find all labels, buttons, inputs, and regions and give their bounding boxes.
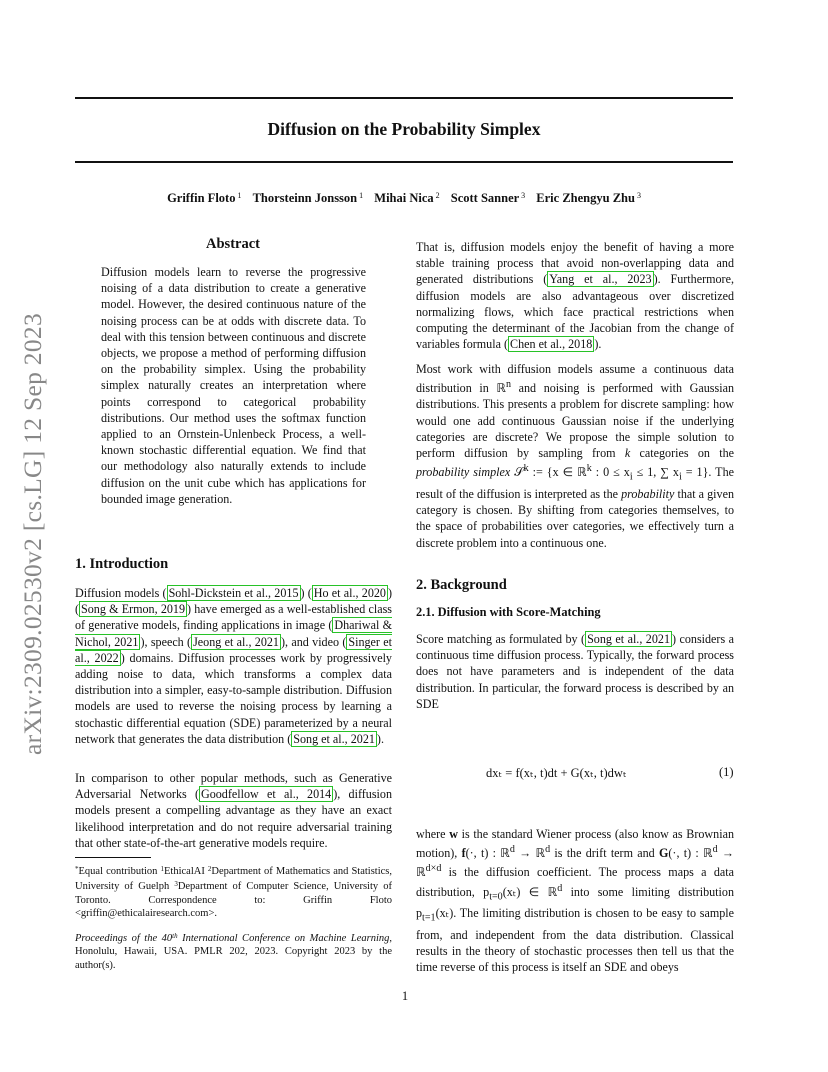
citation-link[interactable]: Jeong et al., 2021: [193, 634, 279, 649]
sde-equation: dxₜ = f(xₜ, t)dt + G(xₜ, t)dwₜ: [486, 766, 627, 780]
affiliation-footnote: *Equal contribution $^1$EthicalAI $^2$Department of Mathematics and Statistics, University of Guelph $^3$Department of Computer Science, University of Toronto. Correspondence to: Griffin Floto <griffin@ethicalairesearch.com>.: [75, 865, 392, 919]
citation-link[interactable]: Yang et al., 2023: [549, 272, 652, 287]
abstract-heading: Abstract: [206, 236, 260, 252]
paper-title: Diffusion on the Probability Simplex: [267, 119, 541, 139]
citation-link[interactable]: Dhariwal & Nichol, 2021: [75, 618, 392, 649]
right-paragraph-4: where w is the standard Wiener process (also know as Brownian motion), f(·, t) : ℝ$^d$ → ℝ$^d$ is the drift term and G(·, t) : ℝ$^d$ → ℝ$^{d\times d}$ is the diffusion coefficient. The process maps a data distribution, $p_{t=0}(x_t)$ ∈ ℝ$^d$ into some limiting distribution $p_{t=1}(x_t)$. The limiting distribution is chosen to be easy to sample from, and independent from the data distribution. Classical results in the theory of stochastic processes then tell us that the time reverse of this process is itself an SDE and obeys: [416, 827, 734, 975]
footnote-rule: [75, 857, 151, 858]
author: Griffin Floto $^1$: [167, 191, 242, 205]
citation-link[interactable]: Chen et al., 2018: [510, 337, 593, 352]
page-number: 1: [401, 989, 409, 1003]
citation-link[interactable]: Sohl-Dickstein et al., 2015: [168, 586, 299, 600]
intro-paragraph-1: Diffusion models ( Sohl-Dickstein et al., 2015 ) ( Ho et al., 2020 ) ( Song & Ermon, 2019 ) have emerged as a well-established class of generative models, finding applications in image ( Dhariwal & Nichol, 2021 ), speech ( Jeong et al., 2021 ), and video ( Singer et al., 2022 ) domains. Diffusion processes work by progressively adding noise to data, which transforms a complex data distribution into a simpler, easy-to-sample distribution. Diffusion models are used to reverse the noising process by learning a stochastic differential equation (SDE) parameterized by a neural network that generates the data distribution ( Song et al., 2021 ).: [75, 586, 393, 746]
arxiv-identifier: arXiv:2309.02530v2 [cs.LG] 12 Sep 2023: [18, 312, 47, 755]
equation-number: (1): [719, 765, 734, 779]
title-rule-bottom: [75, 161, 733, 163]
citation-link[interactable]: Song & Ermon, 2019: [81, 602, 186, 617]
citation-link[interactable]: Singer et al., 2022: [75, 634, 393, 665]
author: Eric Zhengyu Zhu $^3$: [536, 191, 641, 205]
citation-link[interactable]: Song et al., 2021: [293, 731, 375, 746]
author: Mihai Nica $^2$: [374, 191, 440, 205]
intro-heading: 1. Introduction: [75, 556, 169, 572]
right-paragraph-1: That is, diffusion models enjoy the benefit of having a more stable training process that avoid non-overlapping data and generated distributions ( Yang et al., 2023 ). Furthermore, diffusion models are also advantageous over discretized normalizing flows, which face practical restrictions when computing the determinant of the Jacobian from the change of variables formula ( Chen et al., 2018 ).: [416, 240, 734, 352]
author: Scott Sanner $^3$: [450, 191, 526, 205]
proceedings-note: Proceedings of the 40th International Conference on Machine Learning, Honolulu, Hawaii, USA. PMLR 202, 2023. Copyright 2023 by the author(s).: [75, 932, 392, 971]
intro-paragraph-2: In comparison to other popular methods, such as Generative Adversarial Networks ( Goodfellow et al., 2014 ), diffusion models present a compelling advantage as they have an exact likelihood interpretation and do not require adversarial training that other state-of-the-art generative models require.: [75, 771, 392, 850]
author-list: [75, 191, 733, 206]
score-matching-subheading: 2.1. Diffusion with Score-Matching: [416, 605, 601, 619]
author: Thorsteinn Jonsson $^1$: [252, 191, 364, 205]
citation-link[interactable]: Song et al., 2021: [587, 632, 670, 646]
right-paragraph-2: Most work with diffusion models assume a continuous data distribution in ℝ$^n$ and noising is performed with Gaussian distributions. This presents a problem for discrete sampling: how would one add continuous Gaussian noise if the underlying categories are discrete? We propose the simple solution to perform diffusion by sampling from k categories on the probability simplex 𝒮$^k$ := {x ∈ ℝ$^k$ : $0 \le x_i \le 1$, ∑ $x_i = 1$}. The result of the diffusion is interpreted as the probability that a given category is chosen. By shifting from categories themselves, to the space of probabilities over categories, we effectively turn a discrete problem into a continuous one.: [416, 362, 734, 550]
right-paragraph-3: Score matching as formulated by ( Song et al., 2021 ) considers a continuous time diffusion process. Typically, the forward process does not have parameters and is independent of the data distribution. In particular, the forward process is described by an SDE: [416, 632, 734, 711]
background-heading: 2. Background: [416, 577, 507, 593]
citation-link[interactable]: Ho et al., 2020: [313, 586, 386, 600]
citation-link[interactable]: Goodfellow et al., 2014: [200, 787, 332, 802]
abstract-text: Diffusion models learn to reverse the progressive noising of a data distribution to create a generative model. However, the desired continuous nature of the noising process can be at odds with discrete data. To deal with this tension between continuous and discrete objects, we propose a method of performing diffusion on the probability simplex. Using the probability simplex naturally creates an interpretation where points correspond to categorical probability distributions. Our method uses the softmax function applied to an Ornstein-Unlenbeck Process, a well-known stochastic differential equation. We find that our methodology also naturally extends to include diffusion on the unit cube which has applications for bounded image generation.: [101, 265, 366, 506]
title-rule-top: [75, 97, 733, 99]
